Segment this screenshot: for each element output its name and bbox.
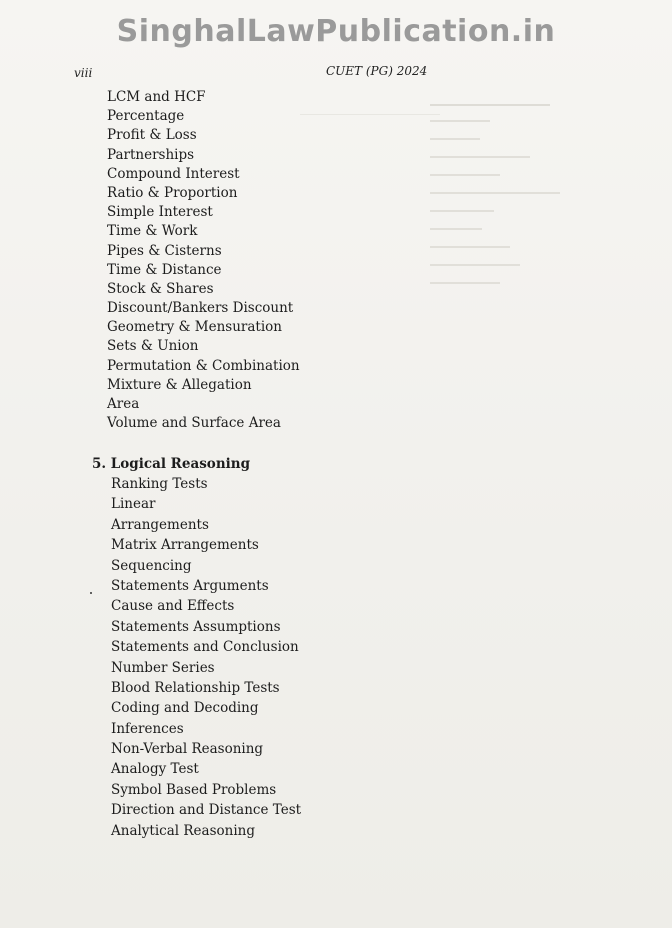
section-logical-reasoning: [92, 454, 301, 841]
list-item: Partnerships: [107, 146, 195, 163]
list-item: Inferences: [111, 720, 184, 737]
list-item: Compound Interest: [107, 165, 240, 182]
list-item: Analogy Test: [111, 761, 199, 778]
bleed-through-decoration: [430, 96, 560, 300]
list-item: Time & Distance: [107, 261, 222, 278]
list-item: Non-Verbal Reasoning: [111, 741, 264, 758]
list-item: Coding and Decoding: [111, 700, 259, 717]
list-item: Pipes & Cisterns: [107, 242, 222, 259]
list-item: Geometry & Mensuration: [107, 319, 282, 336]
list-item: Area: [107, 396, 140, 412]
list-item: Cause and Effects: [111, 598, 235, 615]
list-item: Time & Work: [107, 223, 198, 240]
list-item: Number Series: [111, 659, 215, 676]
list-item: Sequencing: [111, 557, 192, 574]
list-item: LCM and HCF: [107, 89, 206, 105]
list-item: Discount/Bankers Discount: [107, 300, 294, 317]
section-items-list: [92, 474, 301, 841]
watermark: SinghalLawPublication.in: [116, 14, 556, 49]
list-item: Percentage: [107, 108, 185, 125]
list-item: Linear: [111, 496, 156, 513]
list-item: Statements Assumptions: [111, 618, 281, 635]
list-item: Mixture & Allegation: [107, 376, 252, 393]
list-item: Statements and Conclusion: [111, 639, 299, 656]
list-item: Simple Interest: [107, 204, 213, 221]
list-item: Symbol Based Problems: [111, 781, 277, 798]
stray-mark: [90, 592, 92, 594]
list-item: Permutation & Combination: [107, 357, 300, 374]
page-number: viii: [74, 66, 93, 80]
list-item: Ranking Tests: [111, 476, 208, 492]
list-item: Ratio & Proportion: [107, 184, 238, 201]
section-title: 5. Logical Reasoning: [92, 456, 251, 472]
bleed-through-decoration: [300, 88, 440, 115]
list-item: Analytical Reasoning: [111, 822, 256, 839]
running-head: CUET (PG) 2024: [326, 64, 428, 78]
list-item: Blood Relationship Tests: [111, 679, 280, 696]
topics-list: [107, 88, 300, 433]
list-item: Matrix Arrangements: [111, 537, 259, 554]
list-item: Direction and Distance Test: [111, 802, 302, 819]
list-item: Profit & Loss: [107, 127, 197, 144]
list-item: Sets & Union: [107, 338, 199, 355]
list-item: Volume and Surface Area: [107, 415, 281, 432]
list-item: Arrangements: [111, 516, 209, 533]
list-item: Statements Arguments: [111, 577, 269, 594]
list-item: Stock & Shares: [107, 280, 214, 297]
